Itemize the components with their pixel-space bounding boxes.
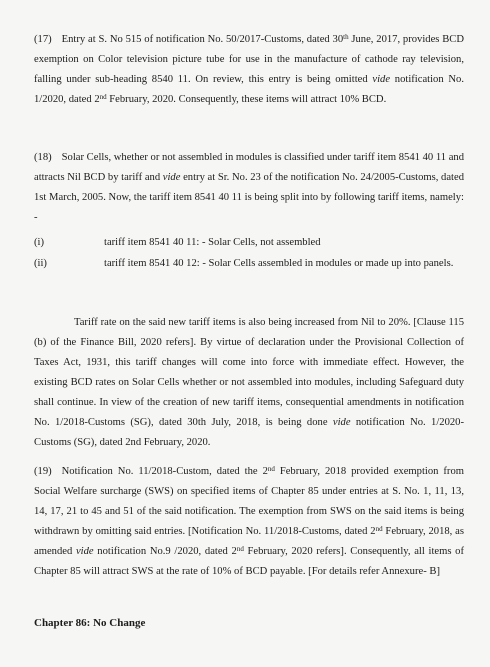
paragraph-19: (19) Notification No. 11/2018-Custom, dated the 2nd February, 2018 provided exemption from Social Welfare surcharge (SWS) on specified items of Chapter 85 under entries at S. No. 1, 11, 13, 14, 17, 21 to 45 and 51 of the said notification. The exemption from SWS on the said items is being withdrawn by omitting said entries. [Notification No. 11/2018-Customs, dated 2nd February, 2018, as amended vide notification No.9 /2020, dated 2nd February, 2020 refers]. Consequently, all items of Chapter 85 will attract SWS at the rate of 10% of BCD payable. [For details refer Annexure- B] xyxy=(34,462,464,582)
paragraph-17: (17) Entry at S. No 515 of notification No. 50/2017-Customs, dated 30th June, 2017, provides BCD exemption on Color television picture tube for use in the manufacture of cathode ray television, falling under sub-heading 8540 11. On review, this entry is being omitted vide notification No. 1/2020, dated 2nd February, 2020. Consequently, these items will attract 10% BCD. xyxy=(34,30,464,110)
paragraph-18: (18) Solar Cells, whether or not assembled in modules is classified under tariff item 8541 40 11 and attracts Nil BCD by tariff and vide entry at Sr. No. 23 of the notification No. 24/2005-Customs, dated 1st March, 2005. Now, the tariff item 8541 40 11 is being split into by following tariff items, namely: - xyxy=(34,148,464,228)
paragraph-18-continued: Tariff rate on the said new tariff items is also being increased from Nil to 20%. [Clause 115 (b) of the Finance Bill, 2020 refers]. By virtue of declaration under the Provisional Collection of Taxes Act, 1931, this tariff changes will come into force with immediate effect. However, the existing BCD rates on Solar Cells whether or not assembled into modules, including Safeguard duty shall continue. In view of the creation of new tariff items, consequential amendments in notification No. 1/2018-Customs (SG), dated 30th July, 2018, is being done vide notification No. 1/2020-Customs (SG), dated 2nd February, 2020. xyxy=(34,317,464,448)
paragraph-number: (17) xyxy=(34,34,52,45)
list-item-text: tariff item 8541 40 11: - Solar Cells, not assembled xyxy=(104,237,321,248)
list-item-number: (i) xyxy=(34,237,44,248)
chapter-heading: Chapter 86: No Change xyxy=(34,617,146,629)
list-item-number: (ii) xyxy=(34,258,47,269)
paragraph-number: (19) xyxy=(34,466,52,477)
paragraph-number: (18) xyxy=(34,152,52,163)
list-item xyxy=(34,233,464,253)
list-item xyxy=(34,254,464,294)
list-item-text: tariff item 8541 40 12: - Solar Cells assembled in modules or made up into panels. xyxy=(104,258,454,269)
